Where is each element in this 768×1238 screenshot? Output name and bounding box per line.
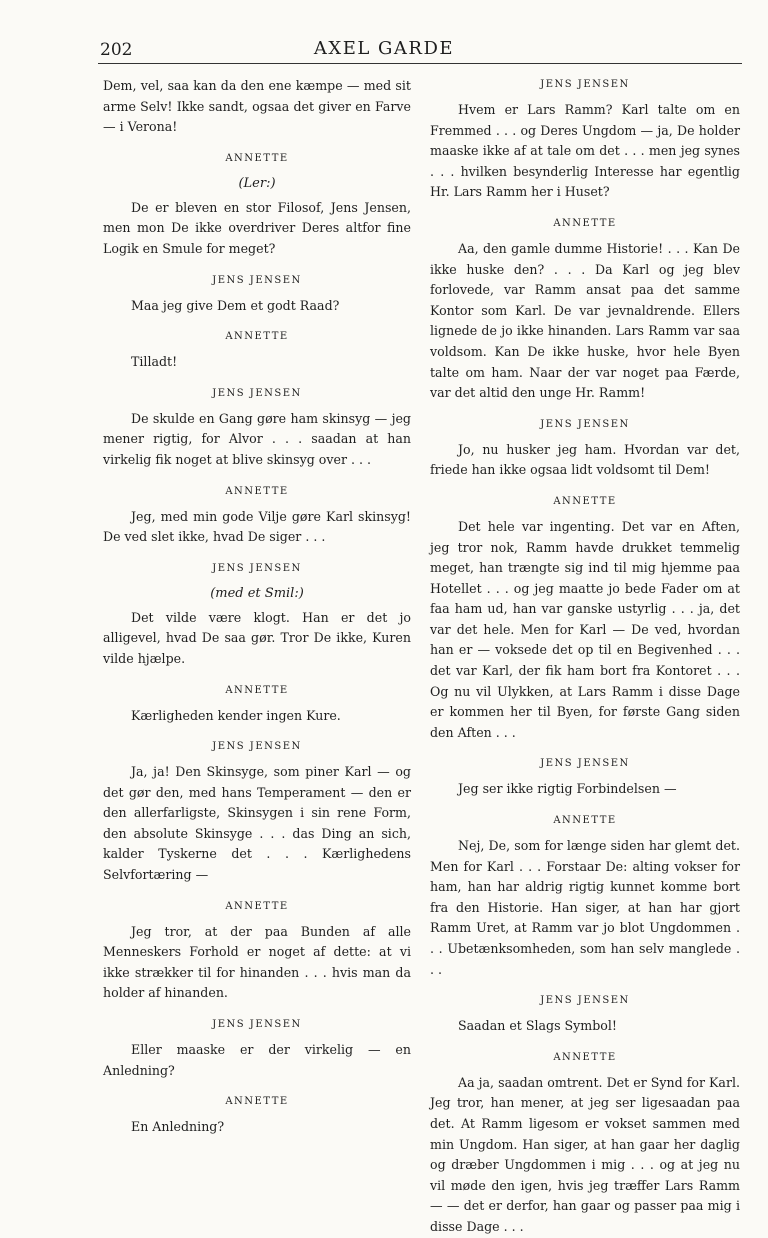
dialogue-text: Aa, den gamle dumme Historie! . . . Kan De ikke huske den? . . . Da Karl og jeg blev forlovede, var Ramm ansat paa det samme Kontor som Karl. De var jevnaldrende. Ellers lignede de jo ikke hinanden. Lars Ramm var saa voldsom. Kan De ikke huske, hvor hele Byen talte om ham. Naar der var noget paa Færde, var det altid den unge Hr. Ramm!	[430, 240, 740, 401]
stage-direction: (Ler:)	[238, 175, 276, 191]
speaker-name: JENS JENSEN	[540, 995, 630, 1007]
running-title: AXEL GARDE	[313, 38, 455, 59]
speaker-name: JENS JENSEN	[212, 1019, 302, 1031]
speaker-name: JENS JENSEN	[212, 274, 302, 286]
speaker-name: ANNETTE	[553, 1051, 617, 1063]
dialogue-block	[430, 418, 740, 481]
dialogue-block	[103, 900, 411, 1004]
speaker-name: ANNETTE	[225, 331, 289, 343]
dialogue-text: Dem, vel, saa kan da den ene kæmpe — med sit arme Selv! Ikke sandt, ogsaa det giver en Farve — i Verona!	[103, 78, 411, 135]
speaker-name: JENS JENSEN	[540, 79, 630, 90]
dialogue-block	[103, 274, 411, 317]
dialogue-block	[103, 1018, 411, 1081]
dialogue-text: En Anledning?	[131, 1119, 225, 1135]
dialogue-block	[103, 76, 411, 138]
speaker-name: ANNETTE	[553, 815, 617, 827]
dialogue-block	[103, 740, 411, 886]
dialogue-text: De er bleven en stor Filosof, Jens Jensen, men mon De ikke overdriver Deres altfor fine Logik en Smule for meget?	[103, 199, 411, 256]
dialogue-text: Ja, ja! Den Skinsyge, som piner Karl — og det gør den, med hans Temperament — den er den allerfarligste, Skinsygen i sin rene Form, den absolute Skinsyge . . . das Ding an sich, kalder Tyskerne det . . . Kærlighedens Selvfortæring —	[103, 764, 411, 883]
dialogue-text: De skulde en Gang gøre ham skinsyg — jeg mener rigtig, for Alvor . . . saadan at han virkelig fik noget at blive skinsyg over . . .	[103, 410, 411, 467]
dialogue-block	[430, 757, 740, 800]
speaker-name: ANNETTE	[225, 1096, 289, 1108]
dialogue-block	[430, 1051, 740, 1238]
dialogue-block	[430, 814, 740, 980]
dialogue-block	[103, 387, 411, 471]
dialogue-block	[103, 330, 411, 373]
dialogue-text: Jeg tror, at der paa Bunden af alle Menneskers Forhold er noget af dette: at vi ikke strækker til for hinanden . . . hvis man da holder af hinanden.	[103, 923, 411, 1001]
dialogue-text: Det vilde være klogt. Han er det jo alligevel, hvad De saa gør. Tror De ikke, Kuren vilde hjælpe.	[103, 609, 411, 666]
dialogue-text: Saadan et Slags Symbol!	[458, 1018, 617, 1034]
speaker-name: ANNETTE	[225, 485, 289, 497]
dialogue-text: Eller maaske er der virkelig — en Anledning?	[103, 1042, 411, 1078]
dialogue-block	[430, 994, 740, 1037]
dialogue-text: Tilladt!	[131, 354, 178, 370]
dialogue-text: Maa jeg give Dem et godt Raad?	[131, 297, 340, 313]
stage-direction: (med et Smil:)	[210, 585, 304, 601]
header-rule	[98, 63, 742, 64]
dialogue-text: Aa ja, saadan omtrent. Det er Synd for Karl. Jeg tror, han mener, at jeg ser ligesaadan paa det. At Ramm ligesom er vokset sammen med min Ungdom. Han siger, at han gaar her daglig og dræber Ungdommen i mig . . . og at jeg nu vil møde den igen, hvis jeg træffer Lars Ramm — — det er derfor, han gaar og passer paa mig i disse Dage . . .	[430, 1074, 740, 1234]
speaker-name: ANNETTE	[225, 900, 289, 912]
speaker-name: JENS JENSEN	[540, 758, 630, 770]
dialogue-block	[430, 78, 740, 203]
speaker-name: JENS JENSEN	[540, 418, 630, 430]
dialogue-block	[103, 562, 411, 670]
speaker-name: JENS JENSEN	[212, 562, 302, 574]
dialogue-block	[103, 684, 411, 727]
dialogue-text: Jeg, med min gode Vilje gøre Karl skinsyg! De ved slet ikke, hvad De siger . . .	[103, 508, 411, 545]
speaker-name: ANNETTE	[225, 684, 289, 696]
dialogue-text: Hvem er Lars Ramm? Karl talte om en Fremmed . . . og Deres Ungdom — ja, De holder maaske ikke af at tale om det . . . men jeg synes . . . hvilken besynderlig Interesse har egentlig Hr. Lars Ramm her i Huset?	[430, 102, 740, 200]
dialogue-text: Kærligheden kender ingen Kure.	[131, 707, 341, 723]
dialogue-text: Jo, nu husker jeg ham. Hvordan var det, friede han ikke ogsaa lidt voldsomt til Dem!	[430, 441, 740, 478]
left-column	[103, 76, 411, 1138]
speaker-name: ANNETTE	[225, 152, 289, 164]
page-header	[0, 0, 768, 70]
dialogue-block	[430, 495, 740, 744]
dialogue-block	[103, 152, 411, 260]
dialogue-block	[103, 485, 411, 548]
speaker-name: JENS JENSEN	[212, 387, 302, 399]
speaker-name: ANNETTE	[553, 495, 617, 507]
dialogue-text: Nej, De, som for længe siden har glemt det. Men for Karl . . . Forstaar De: alting vokser for ham, han har aldrig rigtig kunnet komme bort fra den Historie. Han siger, at han har gjort Ramm Uret, at Ramm var jo blot Ungdommen . . . Ubetænksomheden, som han selv manglede . . .	[430, 838, 740, 977]
dialogue-text: Det hele var ingenting. Det var en Aften, jeg tror nok, Ramm havde drukket temmelig meget, han trængte sig ind til mig hjemme paa Hotellet . . . og jeg maatte jo bede Fader om at faa ham ud, han var ganske ustyrlig . . . ja, det var det hele. Men for Karl — De ved, hvordan han er — voksede det op til en Begivenhed . . . det var Karl, der fik ham bort fra Kontoret . . . Og nu vil Ulykken, at Lars Ramm i disse Dage er kommen her til Byen, for første Gang siden den Aften . . .	[430, 518, 740, 740]
dialogue-block	[430, 217, 740, 404]
page-number: 202	[100, 40, 133, 60]
speaker-name: JENS JENSEN	[212, 741, 302, 753]
right-column	[430, 76, 740, 1238]
dialogue-text: Jeg ser ikke rigtig Forbindelsen —	[458, 781, 677, 797]
speaker-name: ANNETTE	[553, 217, 617, 229]
dialogue-block	[103, 1095, 411, 1138]
